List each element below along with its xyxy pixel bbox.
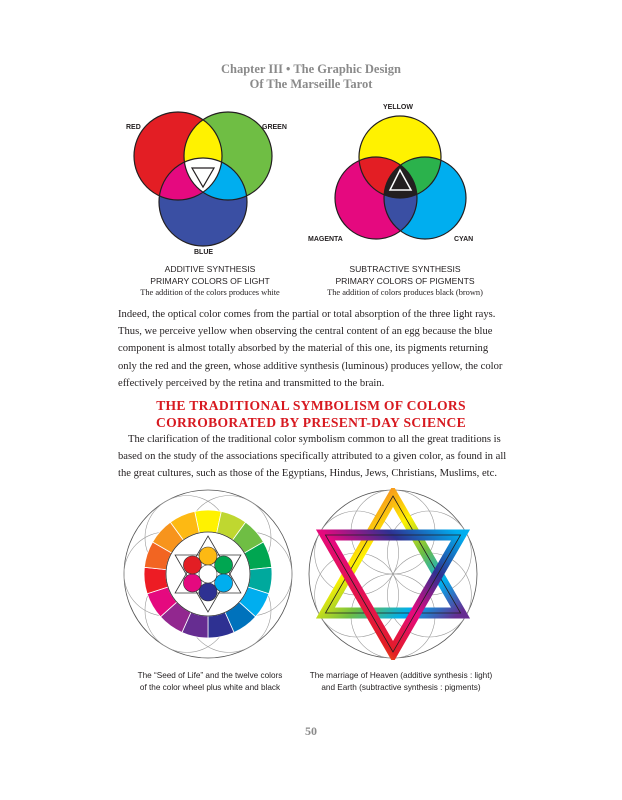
seed-circle [199,583,217,601]
section-title-line-2: CORROBORATED BY PRESENT-DAY SCIENCE [156,415,466,430]
subtractive-caption-line-3: The addition of colors produces black (brown) [327,288,483,297]
seed-circle [215,556,233,574]
seed-circle [183,556,201,574]
additive-caption-line-2: PRIMARY COLORS OF LIGHT [150,275,270,286]
page-number: 50 [305,724,317,738]
label-magenta: MAGENTA [308,236,343,243]
label-red: RED [126,124,141,131]
color-wheel-diagram [122,488,294,660]
label-cyan: CYAN [454,236,474,243]
paragraph-line: only the red and the green, whose additive synthesis (luminous) produces yellow, the color [118,360,503,372]
paragraph-line: The clarification of the traditional color symbolism common to all the great traditions is [128,434,501,445]
seed-of-life-figure [122,488,294,660]
section-title [0,397,622,431]
star-of-david-figure [307,488,479,660]
additive-caption-line-1: ADDITIVE SYNTHESIS [164,264,256,274]
star-diagram [307,488,479,660]
seed-circle [199,547,217,565]
seed-circle [183,574,201,592]
additive-caption-line-3: The addition of the colors produces white [140,288,280,297]
paragraph-line: based on the study of the associations specifically attributed to a given color, as found in all [118,451,507,463]
subtractive-venn-diagram [330,114,480,244]
paragraph-line: effectively perceived by the retina and transmitted to the brain. [118,377,385,389]
paragraph-line: Thus, we perceive yellow when observing the central content of an egg because the blue [118,326,493,338]
star-caption [306,670,496,694]
wheel-caption-line-2: of the color wheel plus white and black [139,683,281,692]
paragraph-optical-color [118,306,503,392]
additive-synthesis-figure [130,110,300,260]
seed-circle-center [199,565,217,583]
paragraph-line: the great cultures, such as those of the Egyptians, Hindus, Jews, Christians, Muslims, etc. [118,468,497,480]
label-green: GREEN [262,124,287,131]
paragraph-line: Indeed, the optical color comes from the partial or total absorption of the three light rays. [118,309,496,320]
section-title-line-1: THE TRADITIONAL SYMBOLISM OF COLORS [156,398,466,413]
seed-circle [215,574,233,592]
star-caption-line-2: and Earth (subtractive synthesis : pigments) [321,683,481,692]
header-line-1: Chapter III • The Graphic Design [221,62,401,76]
subtractive-synthesis-figure [330,114,480,244]
running-header [0,62,622,92]
label-blue: BLUE [194,249,214,256]
label-yellow: YELLOW [383,104,413,111]
wheel-caption [112,670,308,694]
subtractive-caption [310,264,500,299]
star-caption-line-1: The marriage of Heaven (additive synthesis : light) [309,671,493,680]
wheel-caption-line-1: The “Seed of Life” and the twelve colors [137,671,283,680]
header-line-2: Of The Marseille Tarot [249,77,373,91]
paragraph-traditional-symbolism [118,431,507,483]
paragraph-line: component is almost totally absorbed by the material of this one, its pigments returning [118,343,489,355]
additive-venn-diagram [130,110,300,260]
subtractive-caption-line-1: SUBTRACTIVE SYNTHESIS [349,264,461,274]
additive-caption [120,264,300,299]
subtractive-caption-line-2: PRIMARY COLORS OF PIGMENTS [335,275,475,286]
